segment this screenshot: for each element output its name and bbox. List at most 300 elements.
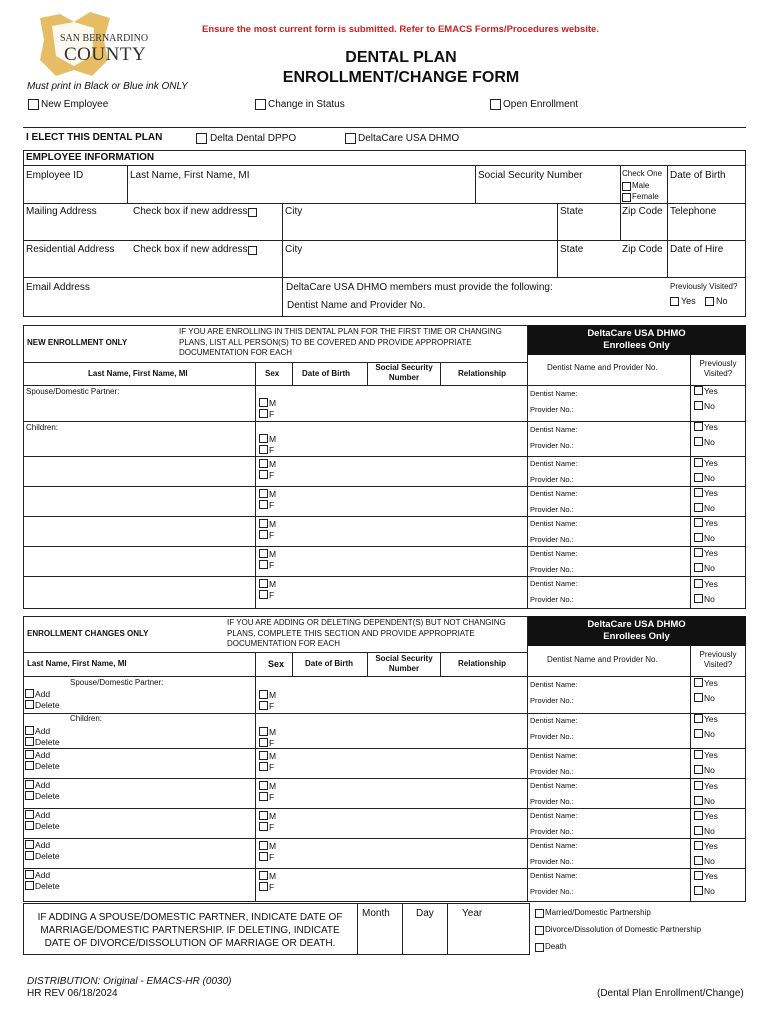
ne-row2-no-label: No — [704, 473, 715, 483]
death-checkbox[interactable] — [535, 943, 544, 952]
ne-row5-no — [694, 563, 715, 573]
ne-row5-dentist: Dentist Name: — [530, 549, 578, 558]
ec-row0-yes-checkbox[interactable] — [694, 678, 703, 687]
ne-row2-male-label: M — [269, 459, 277, 469]
ne-row6-no-checkbox[interactable] — [694, 594, 703, 603]
ec-row0-dentist: Dentist Name: — [530, 680, 578, 689]
ec-col-relationship: Relationship — [458, 659, 507, 668]
ec-row1-add-checkbox[interactable] — [25, 726, 34, 735]
ec-row3-female-label: F — [269, 792, 275, 802]
ec-row1-male-label: M — [269, 727, 277, 737]
ec-row3-delete-checkbox[interactable] — [25, 791, 34, 800]
ec-row2-yes-checkbox[interactable] — [694, 750, 703, 759]
ink-note: Must print in Black or Blue ink ONLY — [27, 81, 188, 92]
ne-row6-no-label: No — [704, 594, 715, 604]
ec-row0-add-checkbox[interactable] — [25, 689, 34, 698]
ne-row4-no-label: No — [704, 533, 715, 543]
married-checkbox[interactable] — [535, 909, 544, 918]
ec-row3-female — [259, 792, 274, 802]
ne-row0-female-label: F — [269, 409, 275, 419]
ec-row6-dentist: Dentist Name: — [530, 871, 578, 880]
new-enrollment-label: NEW ENROLLMENT ONLY — [27, 338, 128, 347]
ne-row3-male-checkbox[interactable] — [259, 489, 268, 498]
ne-row1-male — [259, 434, 276, 444]
dhmo-checkbox[interactable] — [345, 133, 356, 144]
elect-plan-label: I ELECT THIS DENTAL PLAN — [26, 132, 163, 143]
mailing-state-label: State — [560, 206, 584, 217]
ec-row4-male-checkbox[interactable] — [259, 811, 268, 820]
ne-row3-no — [694, 503, 715, 513]
ec-row0-add-label: Add — [35, 689, 51, 699]
ec-dhmo-header-line-2: Enrollees Only — [603, 631, 670, 642]
ec-row6-male — [259, 871, 276, 881]
ne-row1-dentist: Dentist Name: — [530, 425, 578, 434]
ne-row4-female-label: F — [269, 530, 275, 540]
ne-row3-female-label: F — [269, 500, 275, 510]
dhmo-members-note: DeltaCare USA DHMO members must provide the following: — [286, 282, 553, 293]
ec-row4-female — [259, 822, 274, 832]
ec-row1-no-label: No — [704, 729, 715, 739]
ec-row2-yes — [694, 750, 718, 760]
ec-row2-male-label: M — [269, 751, 277, 761]
distribution-note: DISTRIBUTION: Original - EMACS-HR (0030) — [27, 976, 232, 987]
ec-row2-no-label: No — [704, 765, 715, 775]
ne-col-dentist: Dentist Name and Provider No. — [547, 363, 658, 372]
ne-row5-no-label: No — [704, 563, 715, 573]
ec-row6-add — [25, 870, 50, 880]
ne-row0-no — [694, 401, 715, 411]
ec-row0-yes — [694, 678, 718, 688]
ne-col-ssn-2: Number — [388, 373, 420, 382]
ec-row1-male — [259, 727, 276, 737]
ne-dhmo-header-line-2: Enrollees Only — [603, 340, 670, 351]
ne-row4-yes-checkbox[interactable] — [694, 518, 703, 527]
ec-row4-no-label: No — [704, 826, 715, 836]
ne-row2-female-checkbox[interactable] — [259, 470, 268, 479]
ne-row5-male-checkbox[interactable] — [259, 549, 268, 558]
ec-col-name: Last Name, First Name, MI — [27, 659, 127, 668]
ec-row4-provider: Provider No.: — [530, 827, 574, 836]
ne-row6-male-label: M — [269, 579, 277, 589]
ec-row5-add-checkbox[interactable] — [25, 840, 34, 849]
dppo-label: Delta Dental DPPO — [210, 133, 297, 144]
ne-row0-yes-checkbox[interactable] — [694, 386, 703, 395]
ne-row5-provider: Provider No.: — [530, 565, 574, 574]
ne-row4-male — [259, 519, 276, 529]
ne-row4-male-label: M — [269, 519, 277, 529]
ec-row2-delete-checkbox[interactable] — [25, 761, 34, 770]
mailing-new-address-checkbox[interactable] — [248, 208, 257, 217]
county-logo — [34, 10, 150, 80]
ec-row1-female-checkbox[interactable] — [259, 738, 268, 747]
ne-dhmo-header — [527, 325, 746, 355]
ec-row6-male-checkbox[interactable] — [259, 871, 268, 880]
ne-row4-yes — [694, 518, 718, 528]
dhmo-label: DeltaCare USA DHMO — [358, 133, 460, 144]
male-checkbox[interactable] — [622, 182, 631, 191]
ec-row5-no — [694, 856, 715, 866]
divorce-checkbox[interactable] — [535, 926, 544, 935]
ne-row2-no — [694, 473, 715, 483]
ec-row6-female — [259, 882, 274, 892]
ne-row0-male-label: M — [269, 398, 277, 408]
ec-row4-male-label: M — [269, 811, 277, 821]
ec-row2-yes-label: Yes — [704, 750, 718, 760]
ec-row3-yes-label: Yes — [704, 781, 718, 791]
ec-row3-add-label: Add — [35, 780, 51, 790]
employee-dob-label: Date of Birth — [670, 170, 726, 181]
ec-row1-yes-checkbox[interactable] — [694, 714, 703, 723]
ec-row4-add-label: Add — [35, 810, 51, 820]
ec-row4-dentist: Dentist Name: — [530, 811, 578, 820]
ne-col-sex: Sex — [265, 369, 280, 378]
ne-row4-female — [259, 530, 274, 540]
employee-ssn-label: Social Security Number — [478, 170, 583, 181]
ec-row6-no — [694, 886, 715, 896]
ec-row5-delete — [25, 851, 60, 861]
residential-new-address-label: Check box if new address — [133, 244, 248, 255]
ec-row4-delete-label: Delete — [35, 821, 60, 831]
form-name-footer: (Dental Plan Enrollment/Change) — [597, 988, 744, 999]
employee-previously-visited-label: Previously Visited? — [670, 282, 738, 291]
ec-row3-yes — [694, 781, 718, 791]
ec-row1-provider: Provider No.: — [530, 732, 574, 741]
ec-row5-dentist: Dentist Name: — [530, 841, 578, 850]
logo-line-1: SAN BERNARDINO — [60, 33, 149, 44]
ec-row5-male-checkbox[interactable] — [259, 841, 268, 850]
ec-col-ssn-2: Number — [388, 664, 420, 673]
ne-row6-yes-label: Yes — [704, 579, 718, 589]
mailing-new-address-label: Check box if new address — [133, 206, 248, 217]
ec-row1-dentist: Dentist Name: — [530, 716, 578, 725]
ne-row5-yes — [694, 548, 718, 558]
ec-row6-add-checkbox[interactable] — [25, 870, 34, 879]
ec-row5-no-checkbox[interactable] — [694, 856, 703, 865]
ne-row2-provider: Provider No.: — [530, 475, 574, 484]
ec-row2-female-label: F — [269, 762, 275, 772]
ec-row2-provider: Provider No.: — [530, 767, 574, 776]
ec-row2-add-checkbox[interactable] — [25, 750, 34, 759]
ne-row2-yes-label: Yes — [704, 458, 718, 468]
employee-no-label: No — [716, 296, 728, 306]
ne-row6-no — [694, 594, 715, 604]
ec-row4-yes-checkbox[interactable] — [694, 811, 703, 820]
day-label: Day — [416, 908, 434, 919]
ec-col-sex: Sex — [268, 659, 285, 669]
residential-new-address-checkbox[interactable] — [248, 246, 257, 255]
ec-row0-provider: Provider No.: — [530, 696, 574, 705]
ne-row0-female — [259, 409, 274, 419]
ec-row4-female-checkbox[interactable] — [259, 822, 268, 831]
month-label: Month — [362, 908, 390, 919]
ne-col-prev-1: Previously — [699, 359, 737, 368]
ec-row3-female-checkbox[interactable] — [259, 792, 268, 801]
ec-row0-female-checkbox[interactable] — [259, 701, 268, 710]
ne-col-ssn-1: Social Security — [375, 363, 433, 372]
ec-col-dentist: Dentist Name and Provider No. — [547, 655, 658, 664]
ec-row2-female — [259, 762, 274, 772]
ec-row5-delete-checkbox[interactable] — [25, 851, 34, 860]
ne-row1-female-checkbox[interactable] — [259, 445, 268, 454]
ec-row2-no-checkbox[interactable] — [694, 765, 703, 774]
ec-row4-delete-checkbox[interactable] — [25, 821, 34, 830]
ec-row0-delete-label: Delete — [35, 700, 60, 710]
ne-row1-provider: Provider No.: — [530, 441, 574, 450]
ec-row3-no-checkbox[interactable] — [694, 796, 703, 805]
ne-row0-male — [259, 398, 276, 408]
ne-row3-no-checkbox[interactable] — [694, 503, 703, 512]
ec-dhmo-header — [527, 616, 746, 646]
ne-row5-male — [259, 549, 276, 559]
ec-row1-delete-checkbox[interactable] — [25, 737, 34, 746]
ec-row3-delete — [25, 791, 60, 801]
ec-row5-female-checkbox[interactable] — [259, 852, 268, 861]
ec-row4-male — [259, 811, 276, 821]
ec-row6-yes-checkbox[interactable] — [694, 871, 703, 880]
open-enrollment-checkbox[interactable] — [490, 99, 501, 110]
ec-row4-delete — [25, 821, 60, 831]
ec-row5-yes-label: Yes — [704, 841, 718, 851]
ec-row0-yes-label: Yes — [704, 678, 718, 688]
email-address-label: Email Address — [26, 282, 90, 293]
ne-row6-female — [259, 590, 274, 600]
ne-row0-male-checkbox[interactable] — [259, 398, 268, 407]
employee-dentist-provider-label: Dentist Name and Provider No. — [287, 300, 426, 311]
ec-row6-female-label: F — [269, 882, 275, 892]
ec-row0-female — [259, 701, 274, 711]
married-label: Married/Domestic Partnership — [545, 908, 651, 917]
ne-children-label: Children: — [26, 423, 59, 432]
ne-row5-female-label: F — [269, 560, 275, 570]
employee-yes-checkbox[interactable] — [670, 297, 679, 306]
ne-row5-female — [259, 560, 274, 570]
ne-row0-no-checkbox[interactable] — [694, 401, 703, 410]
ec-row4-no-checkbox[interactable] — [694, 826, 703, 835]
ne-row6-yes-checkbox[interactable] — [694, 579, 703, 588]
ec-col-dob: Date of Birth — [305, 659, 353, 668]
ec-row1-male-checkbox[interactable] — [259, 727, 268, 736]
ec-row3-add — [25, 780, 50, 790]
ec-row4-add — [25, 810, 50, 820]
employee-info-header: EMPLOYEE INFORMATION — [26, 152, 155, 163]
ne-row0-yes-label: Yes — [704, 386, 718, 396]
ec-row0-no — [694, 693, 715, 703]
ec-col-prev-2: Visited? — [703, 660, 733, 669]
ec-row1-female-label: F — [269, 738, 275, 748]
ec-row5-delete-label: Delete — [35, 851, 60, 861]
ne-row5-male-label: M — [269, 549, 277, 559]
ne-row6-female-label: F — [269, 590, 275, 600]
ec-row6-no-checkbox[interactable] — [694, 886, 703, 895]
ec-row6-delete-label: Delete — [35, 881, 60, 891]
ne-row2-female-label: F — [269, 470, 275, 480]
death-label: Death — [545, 942, 567, 951]
ec-row4-no — [694, 826, 715, 836]
ec-row5-no-label: No — [704, 856, 715, 866]
ec-row6-no-label: No — [704, 886, 715, 896]
hire-date-label: Date of Hire — [670, 244, 724, 255]
open-enrollment-label: Open Enrollment — [503, 99, 579, 110]
ne-row0-female-checkbox[interactable] — [259, 409, 268, 418]
residential-city-label: City — [285, 244, 303, 255]
ne-row0-dentist: Dentist Name: — [530, 389, 578, 398]
ec-row6-yes — [694, 871, 718, 881]
ne-row1-female-label: F — [269, 445, 275, 455]
ec-row0-male-label: M — [269, 690, 277, 700]
ec-children-label: Children: — [70, 714, 103, 723]
ne-col-prev-2: Visited? — [703, 369, 733, 378]
ec-row5-male — [259, 841, 276, 851]
ne-row1-male-checkbox[interactable] — [259, 434, 268, 443]
ne-col-dob: Date of Birth — [302, 369, 350, 378]
ec-row0-no-checkbox[interactable] — [694, 693, 703, 702]
ec-row5-add-label: Add — [35, 840, 51, 850]
ec-row6-female-checkbox[interactable] — [259, 882, 268, 891]
ec-row3-male — [259, 781, 276, 791]
ne-row4-no-checkbox[interactable] — [694, 533, 703, 542]
ec-row0-no-label: No — [704, 693, 715, 703]
ec-row0-male — [259, 690, 276, 700]
dppo-checkbox[interactable] — [196, 133, 207, 144]
ec-dhmo-header-line-1: DeltaCare USA DHMO — [587, 619, 686, 630]
ne-row6-male — [259, 579, 276, 589]
ne-col-relationship: Relationship — [458, 369, 507, 378]
ec-row2-male — [259, 751, 276, 761]
ne-row5-yes-label: Yes — [704, 548, 718, 558]
changes-label: ENROLLMENT CHANGES ONLY — [27, 629, 149, 638]
new-enrollment-instruction: IF YOU ARE ENROLLING IN THIS DENTAL PLAN FOR THE FIRST TIME OR CHANGING PLANS, LIST ALL PERSON(S) TO BE COVERED AND PROVIDE APPROPRIATE DOCUMENTATION FOR EACH — [179, 327, 502, 357]
ec-row4-yes-label: Yes — [704, 811, 718, 821]
ne-col-name: Last Name, First Name, MI — [88, 369, 188, 378]
change-in-status-label: Change in Status — [268, 99, 345, 110]
new-employee-checkbox[interactable] — [28, 99, 39, 110]
ne-row1-yes-checkbox[interactable] — [694, 422, 703, 431]
ne-row3-yes — [694, 488, 718, 498]
ne-row3-yes-label: Yes — [704, 488, 718, 498]
ne-row4-yes-label: Yes — [704, 518, 718, 528]
ne-row2-female — [259, 470, 274, 480]
year-label: Year — [462, 908, 483, 919]
ne-row4-no — [694, 533, 715, 543]
ne-row2-dentist: Dentist Name: — [530, 459, 578, 468]
ne-row5-yes-checkbox[interactable] — [694, 548, 703, 557]
ne-spouse-label: Spouse/Domestic Partner: — [26, 387, 120, 396]
ec-row3-provider: Provider No.: — [530, 797, 574, 806]
female-label: Female — [632, 192, 659, 201]
mailing-city-label: City — [285, 206, 303, 217]
ne-row0-no-label: No — [704, 401, 715, 411]
ne-row1-no — [694, 437, 715, 447]
ec-row3-no — [694, 796, 715, 806]
ec-row3-dentist: Dentist Name: — [530, 781, 578, 790]
ec-row3-add-checkbox[interactable] — [25, 780, 34, 789]
ec-row1-female — [259, 738, 274, 748]
employee-name-label: Last Name, First Name, MI — [130, 170, 250, 181]
ec-row4-yes — [694, 811, 718, 821]
ne-row6-dentist: Dentist Name: — [530, 579, 578, 588]
ne-row6-provider: Provider No.: — [530, 595, 574, 604]
ne-row6-yes — [694, 579, 718, 589]
logo-line-2: COUNTY — [64, 44, 147, 65]
ec-row0-male-checkbox[interactable] — [259, 690, 268, 699]
ne-row6-female-checkbox[interactable] — [259, 590, 268, 599]
ec-row4-add-checkbox[interactable] — [25, 810, 34, 819]
ne-row2-male-checkbox[interactable] — [259, 459, 268, 468]
ne-row1-female — [259, 445, 274, 455]
ec-row6-yes-label: Yes — [704, 871, 718, 881]
ec-row1-no-checkbox[interactable] — [694, 729, 703, 738]
ec-spouse-label: Spouse/Domestic Partner: — [70, 678, 164, 687]
ec-row5-yes-checkbox[interactable] — [694, 841, 703, 850]
ec-row1-yes — [694, 714, 718, 724]
ec-row3-yes-checkbox[interactable] — [694, 781, 703, 790]
ec-row1-add — [25, 726, 50, 736]
ne-row5-female-checkbox[interactable] — [259, 560, 268, 569]
ne-row4-female-checkbox[interactable] — [259, 530, 268, 539]
ec-row2-dentist: Dentist Name: — [530, 751, 578, 760]
ec-row5-yes — [694, 841, 718, 851]
ne-row3-male — [259, 489, 276, 499]
employee-no-checkbox[interactable] — [705, 297, 714, 306]
ec-row0-female-label: F — [269, 701, 275, 711]
ne-row4-male-checkbox[interactable] — [259, 519, 268, 528]
ec-col-ssn-1: Social Security — [375, 654, 433, 663]
revision-note: HR REV 06/18/2024 — [27, 988, 118, 999]
ec-row2-female-checkbox[interactable] — [259, 762, 268, 771]
ne-row4-dentist: Dentist Name: — [530, 519, 578, 528]
ec-row6-delete-checkbox[interactable] — [25, 881, 34, 890]
ne-row3-female-checkbox[interactable] — [259, 500, 268, 509]
ec-row0-add — [25, 689, 50, 699]
ec-row2-add-label: Add — [35, 750, 51, 760]
ec-row5-female — [259, 852, 274, 862]
ec-row2-delete — [25, 761, 60, 771]
ne-row6-male-checkbox[interactable] — [259, 579, 268, 588]
ne-row1-yes — [694, 422, 718, 432]
residential-zip-label: Zip Code — [622, 244, 663, 255]
ec-row0-delete — [25, 700, 60, 710]
ec-row6-delete — [25, 881, 60, 891]
female-checkbox[interactable] — [622, 193, 631, 202]
ne-row5-no-checkbox[interactable] — [694, 563, 703, 572]
ec-row2-add — [25, 750, 50, 760]
ne-row3-female — [259, 500, 274, 510]
ec-row5-male-label: M — [269, 841, 277, 851]
ec-row3-male-label: M — [269, 781, 277, 791]
ec-row0-delete-checkbox[interactable] — [25, 700, 34, 709]
ec-row3-male-checkbox[interactable] — [259, 781, 268, 790]
ne-row1-no-checkbox[interactable] — [694, 437, 703, 446]
ne-row3-male-label: M — [269, 489, 277, 499]
ne-row3-yes-checkbox[interactable] — [694, 488, 703, 497]
ec-row2-male-checkbox[interactable] — [259, 751, 268, 760]
ne-row3-dentist: Dentist Name: — [530, 489, 578, 498]
mailing-address-label: Mailing Address — [26, 206, 97, 217]
ne-row2-yes-checkbox[interactable] — [694, 458, 703, 467]
change-in-status-checkbox[interactable] — [255, 99, 266, 110]
ne-row2-no-checkbox[interactable] — [694, 473, 703, 482]
ec-row3-delete-label: Delete — [35, 791, 60, 801]
form-title-line-1: DENTAL PLAN — [345, 49, 457, 66]
ne-row0-yes — [694, 386, 718, 396]
employee-id-label: Employee ID — [26, 170, 84, 181]
ec-row1-no — [694, 729, 715, 739]
ec-row6-male-label: M — [269, 871, 277, 881]
ec-row6-provider: Provider No.: — [530, 887, 574, 896]
telephone-label: Telephone — [670, 206, 717, 217]
employee-yes-label: Yes — [681, 296, 696, 306]
residential-address-label: Residential Address — [26, 244, 115, 255]
